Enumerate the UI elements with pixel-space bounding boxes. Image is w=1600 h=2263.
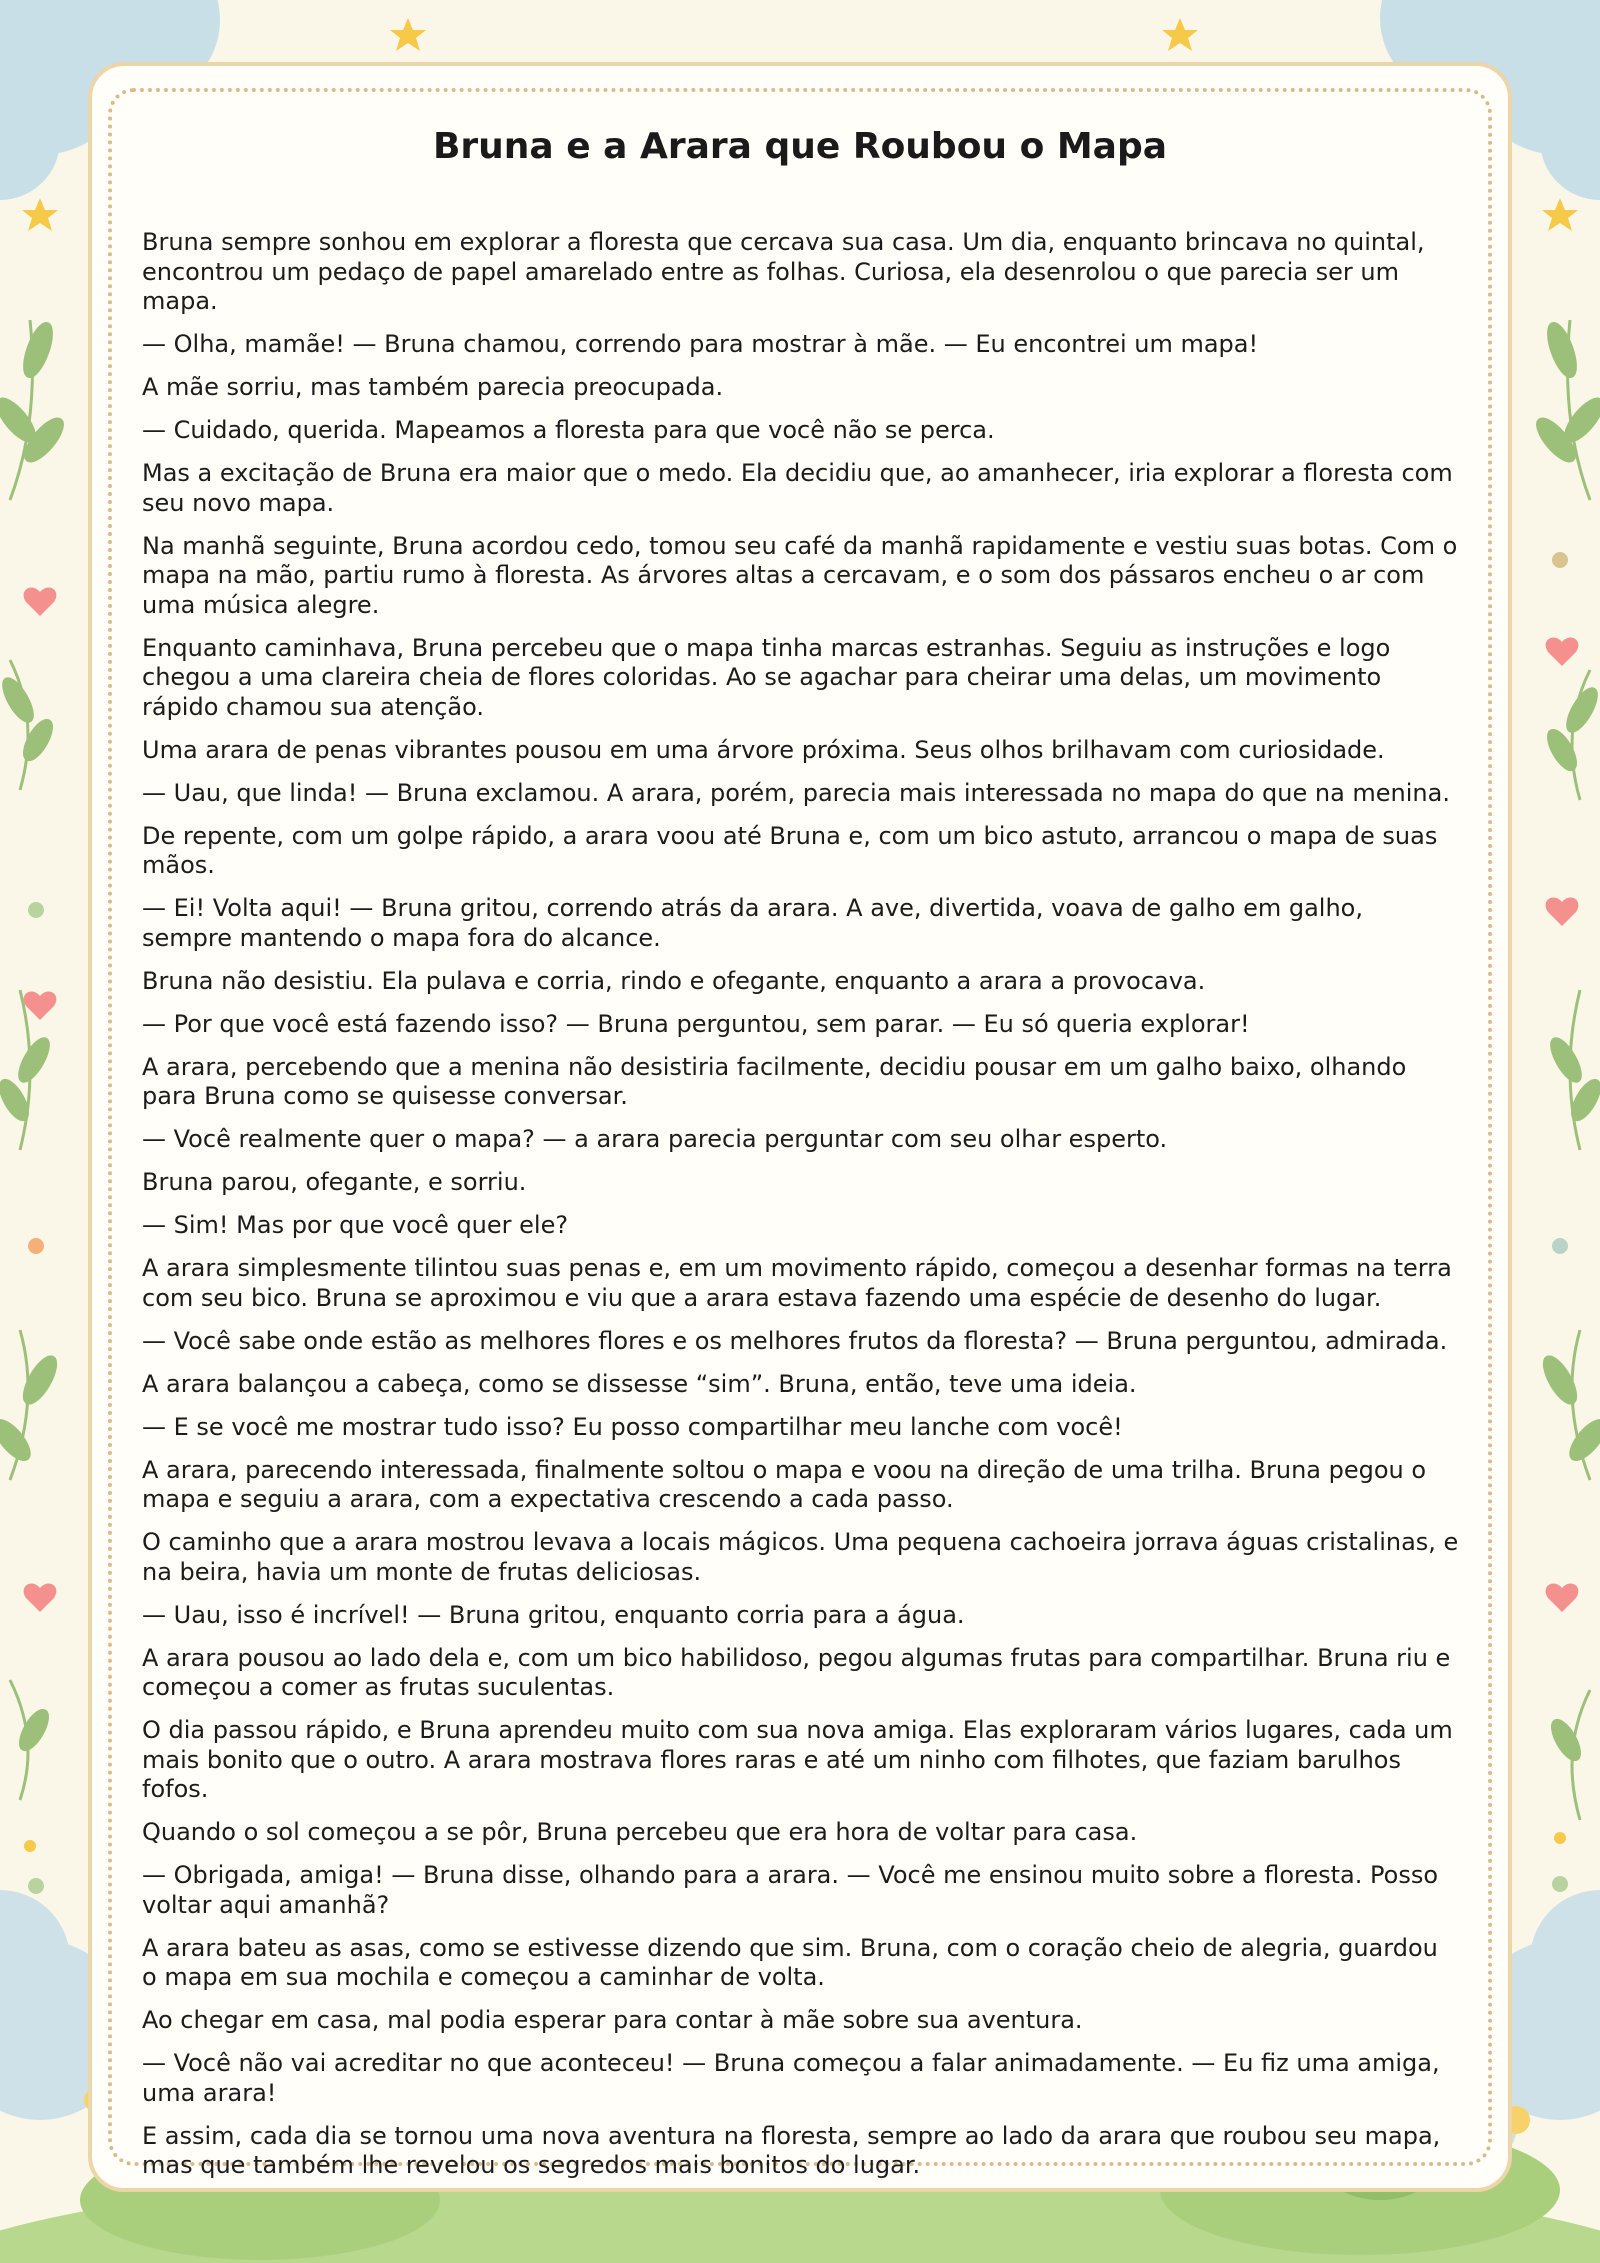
story-paragraph: De repente, com um golpe rápido, a arara voou até Bruna e, com um bico astuto, arrancou o mapa de suas mãos. — [142, 821, 1438, 879]
story-paragraph: — Você realmente quer o mapa? — a arara parecia perguntar com seu olhar esperto. — [142, 1125, 1168, 1153]
story-paragraph: — Uau, isso é incrível! — Bruna gritou, enquanto corria para a água. — [142, 1600, 965, 1629]
story-paragraph: O caminho que a arara mostrou levava a locais mágicos. Uma pequena cachoeira jorrava águas cristalinas, e na beira, havia um monte de frutas deliciosas. — [142, 1528, 1459, 1586]
story-paragraph: — Sim! Mas por que você quer ele? — [142, 1211, 569, 1239]
story-paragraph: Enquanto caminhava, Bruna percebeu que o mapa tinha marcas estranhas. Seguiu as instruções e logo chegou a uma clareira cheia de flores coloridas. Ao se agachar para cheirar uma delas, um movimento rápido chamou sua atenção. — [142, 633, 1391, 721]
story-paragraph: — Olha, mamãe! — Bruna chamou, correndo para mostrar à mãe. — Eu encontrei um mapa! — [142, 330, 1259, 358]
story-title: Bruna e a Arara que Roubou o Mapa — [432, 126, 1168, 167]
story-paragraph: — Por que você está fazendo isso? — Bruna perguntou, sem parar. — Eu só queria explorar! — [142, 1009, 1250, 1038]
story-paragraph: Mas a excitação de Bruna era maior que o medo. Ela decidiu que, ao amanhecer, iria explorar a floresta com seu novo mapa. — [142, 459, 1453, 517]
story-paragraph: Uma arara de penas vibrantes pousou em uma árvore próxima. Seus olhos brilhavam com curiosidade. — [142, 735, 1385, 764]
story-paragraph: A arara bateu as asas, como se estivesse dizendo que sim. Bruna, com o coração cheio de alegria, guardou o mapa em sua mochila e começou a caminhar de volta. — [142, 1933, 1438, 1991]
story-paragraph: — Cuidado, querida. Mapeamos a floresta para que você não se perca. — [142, 416, 995, 444]
story-paragraph: — Uau, que linda! — Bruna exclamou. A arara, porém, parecia mais interessada no mapa do que na menina. — [142, 778, 1450, 807]
left-vine-icon — [0, 320, 68, 1800]
story-paragraph: — Ei! Volta aqui! — Bruna gritou, correndo atrás da arara. A ave, divertida, voava de galho em galho, sempre mantendo o mapa fora do alcance. — [142, 894, 1363, 952]
story-paragraph: A arara, parecendo interessada, finalmente soltou o mapa e voou na direção de uma trilha. Bruna pegou o mapa e seguiu a arara, com a expectativa crescendo a cada passo. — [142, 1455, 1427, 1513]
story-paragraph: E assim, cada dia se tornou uma nova aventura na floresta, sempre ao lado da arara que roubou seu mapa, mas que também lhe revelou os segredos mais bonitos do lugar. — [142, 2121, 1441, 2179]
story-paragraph: Bruna parou, ofegante, e sorriu. — [142, 1168, 527, 1196]
story-body — [142, 228, 1460, 2194]
story-paragraph: Ao chegar em casa, mal podia esperar para contar à mãe sobre sua aventura. — [142, 2006, 1083, 2034]
story-paragraph: — Você não vai acreditar no que aconteceu! — Bruna começou a falar animadamente. — Eu fiz uma amiga, uma arara! — [142, 2049, 1440, 2107]
story-paragraph: O dia passou rápido, e Bruna aprendeu muito com sua nova amiga. Elas exploraram vários lugares, cada um mais bonito que o outro. A arara mostrava flores raras e até um ninho com filhotes, que faziam barulhos fofos. — [142, 1716, 1453, 1803]
story-paragraph: A arara pousou ao lado dela e, com um bico habilidoso, pegou algumas frutas para compartilhar. Bruna riu e começou a comer as frutas suculentas. — [142, 1643, 1451, 1701]
story-paragraph: — E se você me mostrar tudo isso? Eu posso compartilhar meu lanche com você! — [142, 1412, 1123, 1441]
story-paragraph: A mãe sorriu, mas também parecia preocupada. — [142, 373, 724, 401]
story-paragraph: A arara simplesmente tilintou suas penas e, em um movimento rápido, começou a desenhar formas na terra com seu bico. Bruna se aproximou e viu que a arara estava fazendo uma espécie de desenho do lugar. — [142, 1254, 1452, 1312]
story-paragraph: A arara, percebendo que a menina não desistiria facilmente, decidiu pousar em um galho baixo, olhando para Bruna como se quisesse conversar. — [142, 1052, 1407, 1110]
story-paragraph: Bruna sempre sonhou em explorar a floresta que cercava sua casa. Um dia, enquanto brincava no quintal, encontrou um pedaço de papel amarelado entre as folhas. Curiosa, ela desenrolou o que parecia ser um mapa. — [142, 228, 1425, 315]
story-paragraph: Quando o sol começou a se pôr, Bruna percebeu que era hora de voltar para casa. — [142, 1818, 1138, 1846]
story-paragraph: — Você sabe onde estão as melhores flores e os melhores frutos da floresta? — Bruna perguntou, admirada. — [142, 1326, 1448, 1355]
story-paragraph: Bruna não desistiu. Ela pulava e corria, rindo e ofegante, enquanto a arara a provocava. — [142, 966, 1206, 995]
story-paragraph: A arara balançou a cabeça, como se dissesse “sim”. Bruna, então, teve uma ideia. — [142, 1369, 1137, 1398]
story-paragraph: Na manhã seguinte, Bruna acordou cedo, tomou seu café da manhã rapidamente e vestiu suas botas. Com o mapa na mão, partiu rumo à floresta. As árvores altas a cercavam, e o som dos pássaros encheu o ar com uma música alegre. — [142, 531, 1458, 619]
story-paragraph: — Obrigada, amiga! — Bruna disse, olhando para a arara. — Você me ensinou muito sobre a floresta. Posso voltar aqui amanhã? — [142, 1861, 1439, 1919]
